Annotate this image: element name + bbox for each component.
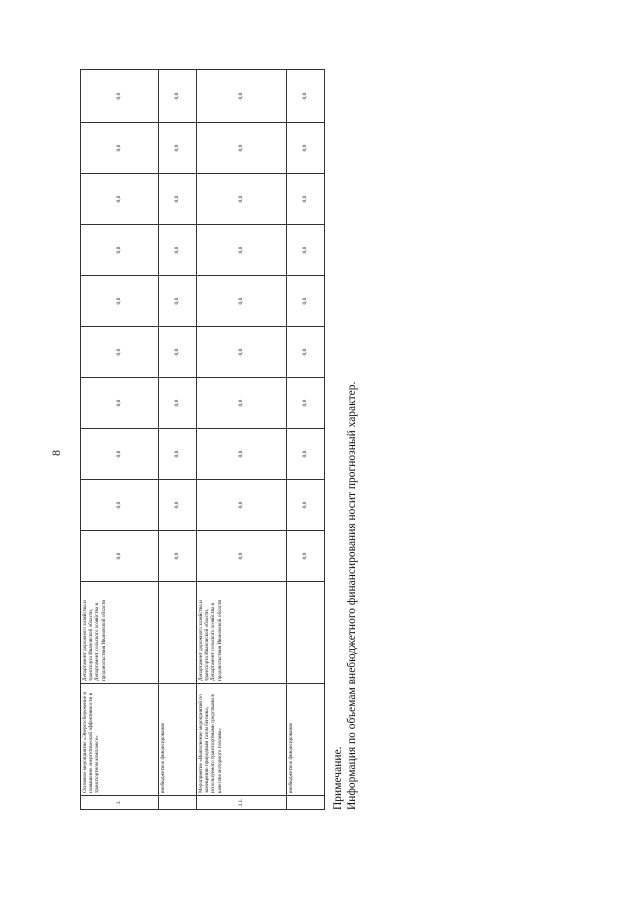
measure-name-cell: внебюджетное финансирование	[159, 684, 197, 796]
table-row	[197, 70, 287, 810]
value-cell: 0,0	[159, 174, 197, 225]
value-cell: 0,0	[197, 429, 287, 480]
value-cell: 0,0	[287, 378, 325, 429]
value-cell: 0,0	[81, 123, 159, 174]
value-cell: 0,0	[159, 378, 197, 429]
value-cell: 0,0	[159, 429, 197, 480]
value-cell: 0,0	[197, 123, 287, 174]
value-cell: 0,0	[159, 276, 197, 327]
row-number-cell	[159, 796, 197, 810]
value-cell: 0,0	[81, 276, 159, 327]
value-cell: 0,0	[287, 225, 325, 276]
value-cell: 0,0	[81, 480, 159, 531]
executor-cell	[287, 582, 325, 684]
value-cell: 0,0	[197, 174, 287, 225]
value-cell: 0,0	[287, 70, 325, 123]
value-cell: 0,0	[197, 276, 287, 327]
value-cell: 0,0	[287, 123, 325, 174]
table-row	[287, 70, 325, 810]
value-cell: 0,0	[81, 70, 159, 123]
value-cell: 0,0	[81, 174, 159, 225]
note-text: Информация по объемам внебюджетного финансирования носит прогнозный характер.	[346, 381, 358, 810]
value-cell: 0,0	[159, 480, 197, 531]
value-cell: 0,0	[81, 378, 159, 429]
value-cell: 0,0	[159, 327, 197, 378]
row-number-cell: 3.	[81, 796, 159, 810]
value-cell: 0,0	[197, 378, 287, 429]
value-cell: 0,0	[197, 70, 287, 123]
table-row	[159, 70, 197, 810]
value-cell: 0,0	[159, 70, 197, 123]
value-cell: 0,0	[81, 531, 159, 582]
value-cell: 0,0	[159, 531, 197, 582]
value-cell: 0,0	[197, 327, 287, 378]
value-cell: 0,0	[197, 480, 287, 531]
executor-cell	[159, 582, 197, 684]
row-number-cell	[287, 796, 325, 810]
value-cell: 0,0	[287, 531, 325, 582]
value-cell: 0,0	[287, 429, 325, 480]
value-cell: 0,0	[287, 480, 325, 531]
measure-name-cell: Мероприятие «Выполнение мероприятий по замещению природным газом бензина, используемого транспортными средствами в качестве моторного топлива»	[197, 684, 287, 796]
note-title: Примечание.	[332, 746, 344, 810]
value-cell: 0,0	[81, 429, 159, 480]
value-cell: 0,0	[197, 531, 287, 582]
value-cell: 0,0	[159, 225, 197, 276]
table-row	[81, 70, 159, 810]
page-number: 8	[49, 450, 63, 456]
executor-cell: Департамент дорожного хозяйства и транспорта Ивановской области, Департамент сельского хозяйства и продовольствия Ивановской области	[197, 582, 287, 684]
value-cell: 0,0	[81, 225, 159, 276]
row-number-cell: 3.1.	[197, 796, 287, 810]
value-cell: 0,0	[287, 327, 325, 378]
measure-name-cell: внебюджетное финансирование	[287, 684, 325, 796]
executor-cell: Департамент дорожного хозяйства и транспорта Ивановской области, Департамент сельского хозяйства и продовольствия Ивановской области	[81, 582, 159, 684]
rotated-content	[80, 70, 358, 810]
measure-name-cell: Основное мероприятие «Энергосбережение и повышение энергетической эффективности в транспортном комплексе»	[81, 684, 159, 796]
value-cell: 0,0	[159, 123, 197, 174]
value-cell: 0,0	[197, 225, 287, 276]
value-cell: 0,0	[287, 174, 325, 225]
value-cell: 0,0	[287, 276, 325, 327]
value-cell: 0,0	[81, 327, 159, 378]
financing-table	[80, 69, 325, 810]
note-block	[331, 70, 359, 810]
